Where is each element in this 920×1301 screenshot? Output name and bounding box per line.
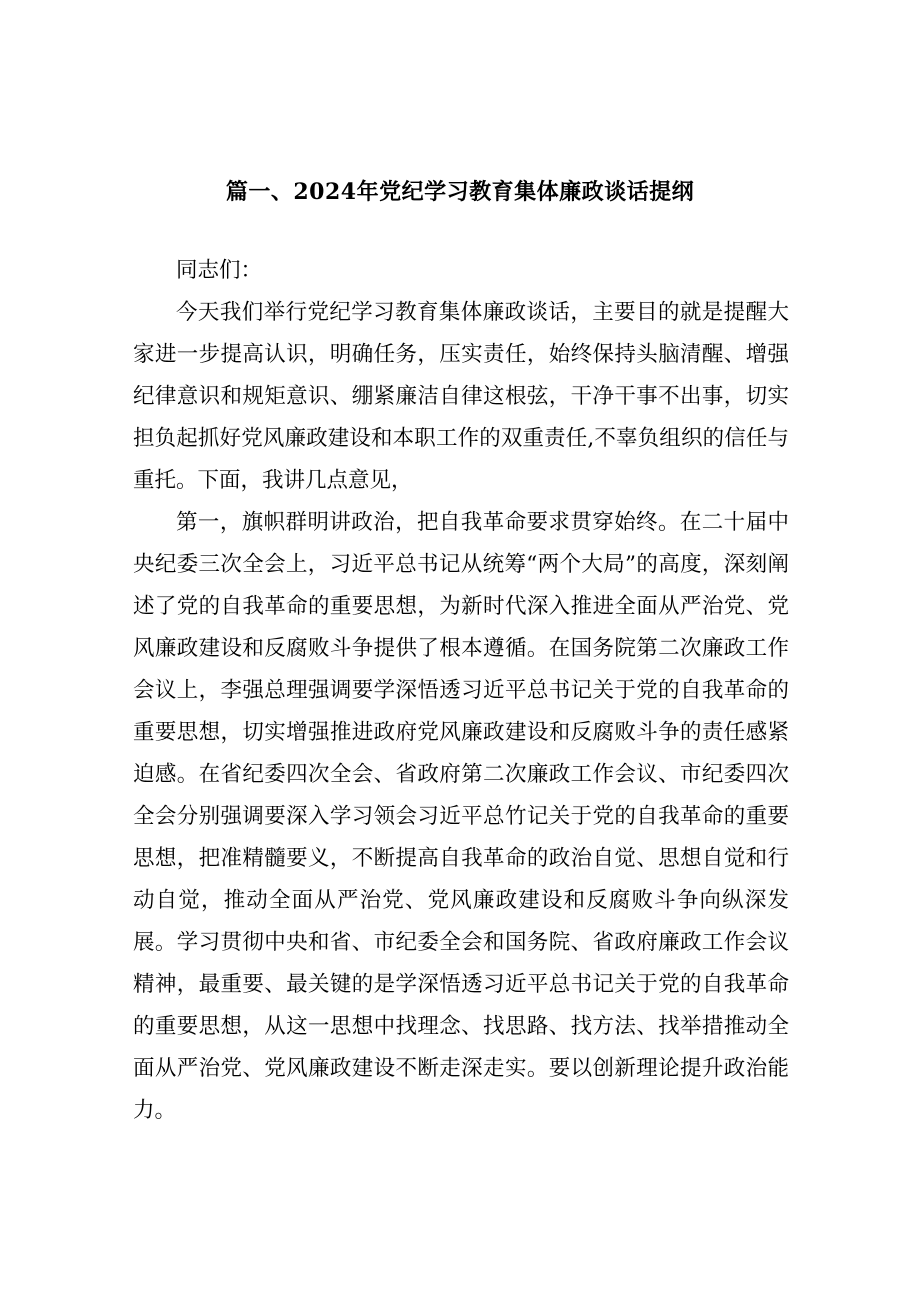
greeting-paragraph: 同志们： bbox=[176, 258, 263, 283]
document-title: 篇一、2024年党纪学习教育集体廉政谈话提纲 bbox=[225, 179, 695, 205]
body-paragraph-2: 第一，旗帜群明讲政治，把自我革命要求贯穿始终。在二十届中央纪委三次全会上，习近平总书记从统筹“两个大局”的高度，深刻阐述了党的自我革命的重要思想，为新时代深入推进全面从严治党、党风廉政建设和反腐败斗争提供了根本遵循。在国务院第二次廉政工作会议上，李强总理强调要学深悟透习近平总书记关于党的自我革命的重要思想，切实增强推进政府党风廉政建设和反腐败斗争的责任感紧迫感。在省纪委四次全会、省政府第二次廉政工作会议、市纪委四次全会分别强调要深入学习领会习近平总竹记关于党的自我革命的重要思想，把准精髓要义，不断提高自我革命的政治自觉、思想自觉和行动自觉，推动全面从严治党、党风廉政建设和反腐败斗争向纵深发展。学习贯彻中央和省、市纪委全会和国务院、省政府廉政工作会议精神，最重要、最关键的是学深悟透习近平总书记关于党的自我革命的重要思想，从这一思想中找理念、找思路、找方法、找举措推动全面从严治党、党风廉政建设不断走深走实。要以创新理论提升政治能力。 bbox=[133, 510, 789, 1123]
body-paragraph-1: 今天我们举行党纪学习教育集体廉政谈话，主要目的就是提醒大家进一步提高认识，明确任务，压实责任，始终保持头脑清醒、增强纪律意识和规矩意识、绷紧廉洁自律这根弦，干净干事不出事，切实担负起抓好党风廉政建设和本职工作的双重责任,不辜负组织的信任与重托。下面，我讲几点意见， bbox=[133, 300, 789, 493]
document-body bbox=[133, 250, 789, 1132]
